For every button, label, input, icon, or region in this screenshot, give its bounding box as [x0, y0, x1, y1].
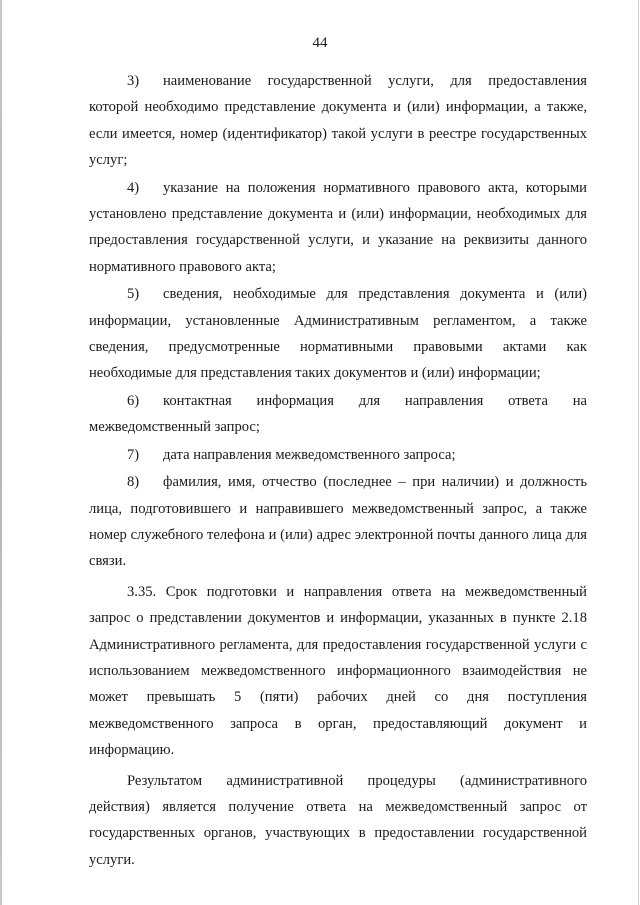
list-item-number: 5) — [127, 286, 140, 303]
list-item-number: 4) — [127, 179, 140, 196]
list-item — [89, 175, 587, 281]
paragraph-result: Результатом административной процедуры (административного действия) является получение ответа на межведомственный запрос от государственных органов, участвующих в предоставлении государственной услуги. — [89, 772, 587, 868]
list-item-text: указание на положения нормативного правового акта, которыми установлено представление документа и (или) информации, необходимых для предоставления государственной услуги, и указание на реквизиты данного нормативного правового акта; — [89, 179, 587, 275]
list-item-number: 6) — [127, 392, 140, 409]
list-item — [89, 388, 587, 441]
document-body — [89, 68, 587, 873]
scan-edge-left — [0, 0, 2, 905]
list-item-number: 7) — [127, 446, 140, 463]
list-item — [89, 442, 587, 468]
list-item — [89, 68, 587, 174]
list-item-number: 8) — [127, 474, 140, 491]
list-item-text: сведения, необходимые для представления документа и (или) информации, установленные Административным регламентом, а также сведения, предусмотренные нормативными правовыми актами как необходимые для представления таких документов и (или) информации; — [89, 286, 587, 382]
page-number: 44 — [312, 35, 328, 51]
list-item-number: 3) — [127, 73, 140, 89]
list-item — [89, 281, 587, 387]
list-item-text: наименование государственной услуги, для предоставления которой необходимо представление документа и (или) информации, а также, если имеется, номер (идентификатор) такой услуги в реестре государственных услуг; — [89, 73, 587, 169]
list-item — [89, 469, 587, 575]
list-item-text: фамилия, имя, отчество (последнее – при наличии) и должность лица, подготовившего и направившего межведомственный запрос, а также номер служебного телефона и (или) адрес электронной почты данного лица для связи. — [89, 474, 587, 570]
paragraph-3-35: 3.35. Срок подготовки и направления ответа на межведомственный запрос о представлении документов и информации, указанных в пункте 2.18 Административного регламента, для предоставления государственной услуги с использованием межведомственного информационного взаимодействия не может превышать 5 (пяти) рабочих дней со дня поступления межведомственного запроса в орган, предоставляющий документ и информацию. — [89, 583, 587, 759]
list-item-text: дата направления межведомственного запроса; — [163, 446, 456, 463]
scan-edge-right — [638, 0, 639, 905]
list-item-text: контактная информация для направления ответа на межведомственный запрос; — [89, 392, 587, 436]
